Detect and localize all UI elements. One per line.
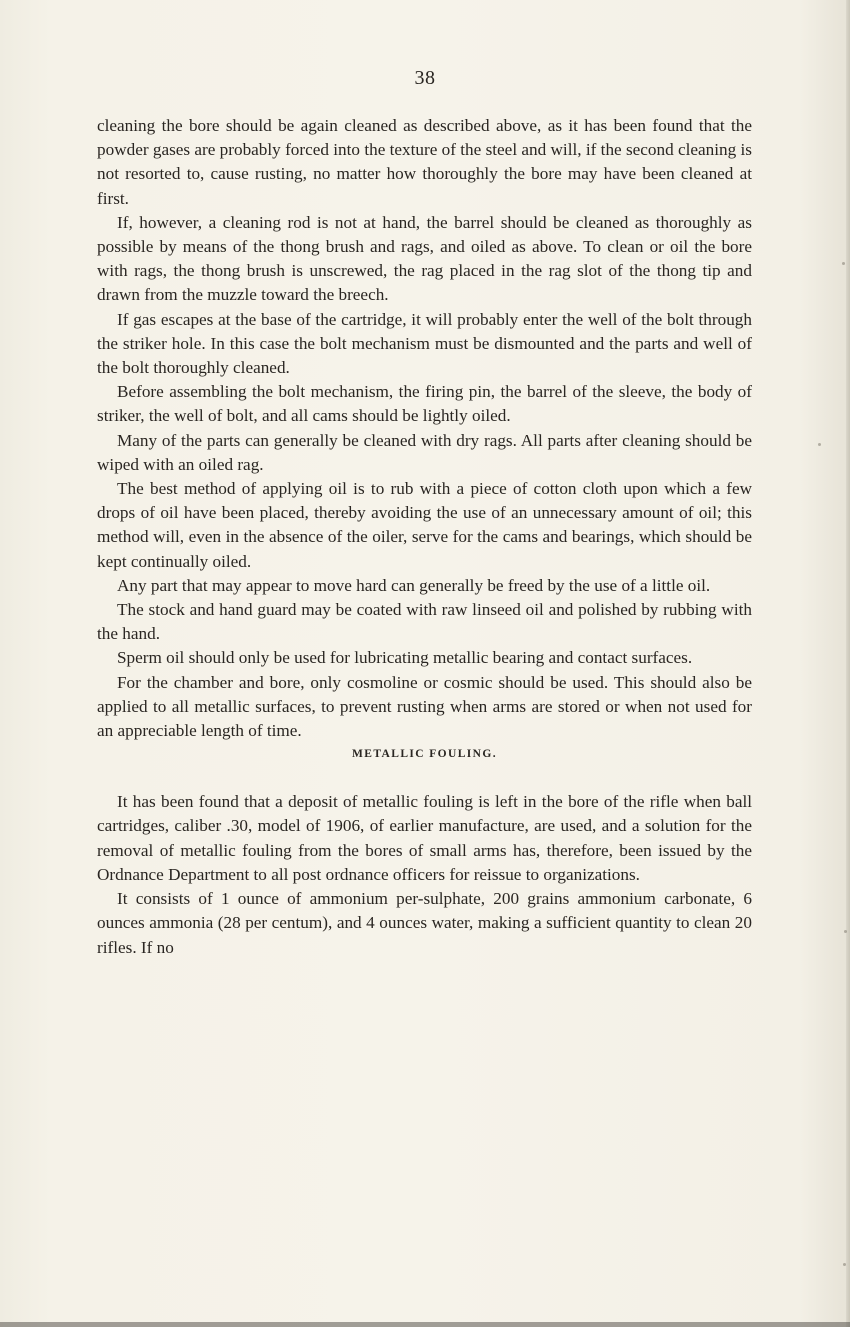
page-bottom-edge xyxy=(0,1322,850,1327)
paragraph: The stock and hand guard may be coated with raw linseed oil and polished by rubbing with the hand. xyxy=(97,600,752,644)
page-number: 38 xyxy=(414,67,436,89)
paragraph: Sperm oil should only be used for lubricating metallic bearing and contact surfaces. xyxy=(117,648,693,668)
paragraph: It consists of 1 ounce of ammonium per-sulphate, 200 grains ammonium carbonate, 6 ounces ammonia (28 per centum), and 4 ounces water, making a sufficient quantity to clean 20 rifles. If no xyxy=(97,889,752,957)
paragraph: cleaning the bore should be again cleaned as described above, as it has been found that the powder gases are probably forced into the texture of the steel and will, if the second cleaning is not resorted to, cause rusting, no matter how thoroughly the bore may have been cleaned at first. xyxy=(97,116,752,208)
paragraph: It has been found that a deposit of metallic fouling is left in the bore of the rifle when ball cartridges, caliber .30, model of 1906, of earlier manufacture, are used, and a solution for the removal of metallic fouling from the bores of small arms has, therefore, been issued by the Ordnance Department to all post ordnance officers for reissue to organizations. xyxy=(97,792,752,884)
paragraph: For the chamber and bore, only cosmoline or cosmic should be used. This should also be applied to all metallic surfaces, to prevent rusting when arms are stored or when not used for an appreciable length of time. xyxy=(97,672,752,741)
paragraph: If, however, a cleaning rod is not at hand, the barrel should be cleaned as thoroughly as possible by means of the thong brush and rags, and oiled as above. To clean or oil the bore with rags, the thong brush is unscrewed, the rag placed in the rag slot of the thong tip and drawn from the muzzle toward the breech. xyxy=(97,212,752,305)
paragraph: Before assembling the bolt mechanism, the firing pin, the barrel of the sleeve, the body of striker, the well of bolt, and all cams should be lightly oiled. xyxy=(97,382,752,426)
paragraph: If gas escapes at the base of the cartridge, it will probably enter the well of the bolt through the striker hole. In this case the bolt mechanism must be dismounted and the parts and well of the bolt thoroughly cleaned. xyxy=(97,309,752,378)
paragraph: The best method of applying oil is to rub with a piece of cotton cloth upon which a few drops of oil have been placed, thereby avoiding the use of an unnecessary amount of oil; this method will, even in the absence of the oiler, serve for the cams and bearings, which should be kept continually oiled. xyxy=(97,479,752,571)
section-heading: METALLIC FOULING. xyxy=(352,748,497,761)
body-text xyxy=(97,114,752,960)
paper-speck xyxy=(818,443,821,446)
paragraph: Many of the parts can generally be cleaned with dry rags. All parts after cleaning should be wiped with an oiled rag. xyxy=(97,430,752,474)
paper-speck xyxy=(844,930,847,933)
paper-speck xyxy=(842,262,845,265)
paragraph: Any part that may appear to move hard can generally be freed by the use of a little oil. xyxy=(117,575,711,595)
paper-speck xyxy=(843,1263,846,1266)
page-right-edge xyxy=(846,0,850,1327)
